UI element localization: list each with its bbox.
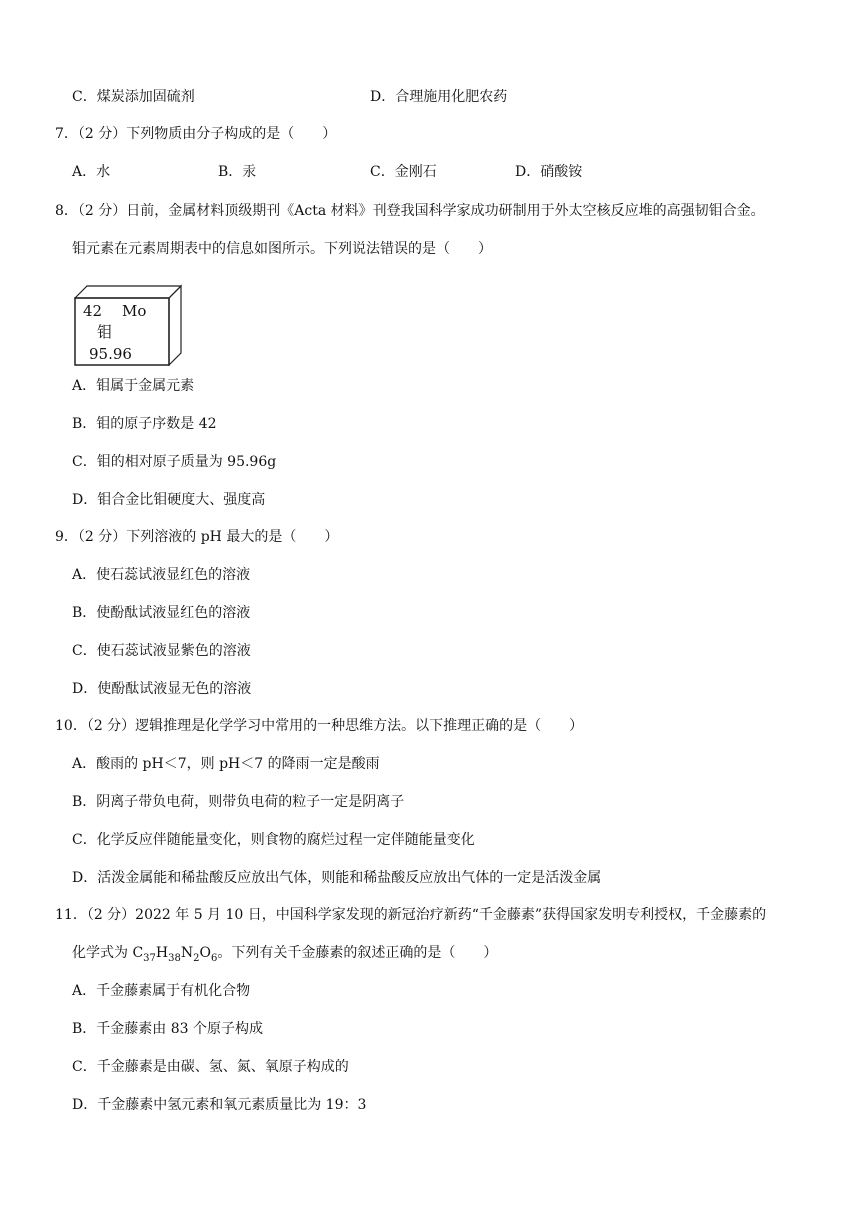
q11-formula-prefix: 化学式为 C: [72, 945, 144, 961]
q11-option-b: B．千金藤素由 83 个原子构成: [72, 1021, 264, 1037]
q9-option-c: C．使石蕊试液显紫色的溶液: [72, 643, 251, 659]
q11-option-c: C．千金藤素是由碳、氢、氮、氧原子构成的: [72, 1059, 349, 1075]
q10-option-b: B．阴离子带负电荷，则带负电荷的粒子一定是阴离子: [72, 794, 405, 810]
formula-sub-c: 37: [143, 952, 156, 964]
formula-el-n: N: [180, 945, 194, 961]
element-symbol: Mo: [122, 302, 147, 320]
formula-sub-n: 2: [193, 952, 200, 964]
q8-option-a: A．钼属于金属元素: [72, 378, 195, 394]
q6-option-d: D．合理施用化肥农药: [370, 89, 508, 105]
q11-option-d: D．千金藤素中氢元素和氧元素质量比为 19：3: [72, 1097, 367, 1113]
formula-el-h: H: [155, 945, 169, 961]
q9-option-a: A．使石蕊试液显红色的溶液: [72, 567, 251, 583]
element-name: 钼: [97, 323, 113, 341]
q7-option-c: C．金刚石: [370, 164, 437, 180]
q11-stem-line2: [72, 943, 497, 963]
q10-option-d: D．活泼金属能和稀盐酸反应放出气体，则能和稀盐酸反应放出气体的一定是活泼金属: [72, 870, 602, 886]
q11-option-a: A．千金藤素属于有机化合物: [72, 983, 251, 999]
element-cell-molybdenum: [74, 284, 182, 366]
q7-option-d: D．硝酸铵: [515, 164, 583, 180]
formula-el-o: O: [199, 945, 211, 961]
q7-option-a: A．水: [72, 164, 111, 180]
q10-stem: 10．（2 分）逻辑推理是化学学习中常用的一种思维方法。以下推理正确的是（ ）: [55, 718, 584, 734]
q9-option-d: D．使酚酞试液显无色的溶液: [72, 681, 252, 697]
q6-option-c: C．煤炭添加固硫剂: [72, 89, 195, 105]
q8-option-b: B．钼的原子序数是 42: [72, 416, 217, 432]
q8-option-d: D．钼合金比钼硬度大、强度高: [72, 492, 266, 508]
q8-option-c: C．钼的相对原子质量为 95.96g: [72, 454, 277, 470]
formula-sub-h: 38: [168, 952, 181, 964]
formula-sub-o: 6: [210, 952, 218, 964]
q8-stem-line1: 8．（2 分）日前，金属材料顶级期刊《Acta 材料》刊登我国科学家成功研制用于外太空核反应堆的高强韧钼合金。: [55, 203, 765, 219]
q7-stem: 7．（2 分）下列物质由分子构成的是（ ）: [55, 126, 337, 142]
q11-stem-line1: 11．（2 分）2022 年 5 月 10 日，中国科学家发现的新冠治疗新药“千金藤素”获得国家发明专利授权，千金藤素的: [55, 907, 767, 923]
q10-option-a: A．酸雨的 pH＜7，则 pH＜7 的降雨一定是酸雨: [72, 756, 380, 772]
q11-formula-suffix: 。下列有关千金藤素的叙述正确的是（ ）: [217, 945, 498, 961]
q8-stem-line2: 钼元素在元素周期表中的信息如图所示。下列说法错误的是（ ）: [72, 241, 492, 257]
q9-option-b: B．使酚酞试液显红色的溶液: [72, 605, 251, 621]
element-atomic-number: 42: [83, 302, 103, 320]
element-atomic-mass: 95.96: [89, 345, 132, 363]
q7-option-b: B．汞: [218, 164, 257, 180]
q10-option-c: C．化学反应伴随能量变化，则食物的腐烂过程一定伴随能量变化: [72, 832, 475, 848]
q9-stem: 9．（2 分）下列溶液的 pH 最大的是（ ）: [55, 529, 339, 545]
